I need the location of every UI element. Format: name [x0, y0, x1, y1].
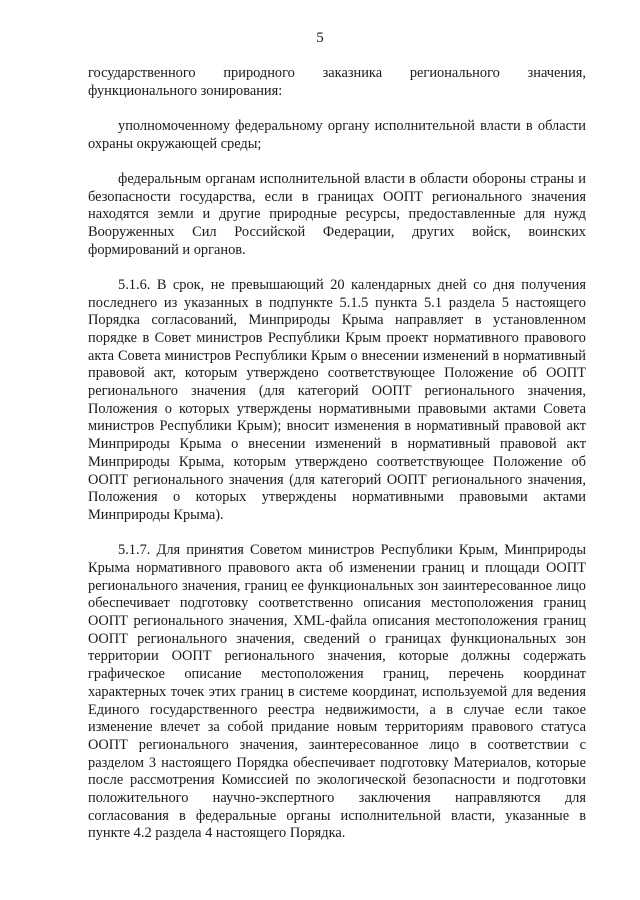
paragraph-defense-authorities: федеральным органам исполнительной власти в области обороны страны и безопасности государства, если в границах ООПТ регионального значения находятся земли и другие природные ресурсы, предоставленные для нужд Вооруженных Сил Российской Федерации, других войск, воинских формирований и органов. — [88, 170, 586, 258]
paragraph-clause-5-1-7: 5.1.7. Для принятия Советом министров Республики Крым, Минприроды Крыма нормативного правового акта об изменении границ и площади ООПТ регионального значения, границ ее функциональных зон заинтересованное лицо обеспечивает подготовку соответственно описания местоположения границ ООПТ регионального значения, XML-файла описания местоположения границ ООПТ регионального значения, сведений о границах функциональных зон территории ООПТ регионального значения, которые должны содержать графическое описание местоположения границ, перечень координат характерных точек этих границ в системе координат, используемой для ведения Единого государственного реестра недвижимости, а в случае если такое изменение влечет за собой придание новым территориям правового статуса ООПТ регионального значения, заинтересованное лицо в соответствии с разделом 3 настоящего Порядка обеспечивает подготовку Материалов, которые после рассмотрения Комиссией по экологической безопасности и подготовки положительного научно-экспертного заключения направляются для согласования в федеральные органы исполнительной власти, указанные в пункте 4.2 раздела 4 настоящего Порядка. — [88, 542, 586, 842]
paragraph-environment-authority: уполномоченному федеральному органу исполнительной власти в области охраны окружающей среды; — [88, 117, 586, 152]
document-body — [88, 65, 586, 843]
page-number: 5 — [316, 30, 324, 46]
paragraph-clause-5-1-6: 5.1.6. В срок, не превышающий 20 календарных дней со дня получения последнего из указанных в подпункте 5.1.5 пункта 5.1 раздела 5 настоящего Порядка согласований, Минприроды Крыма направляет в установленном порядке в Совет министров Республики Крым проект нормативного правового акта Совета министров Республики Крым о внесении изменений в нормативный правовой акт, которым утверждено соответствующее Положение об ООПТ регионального значения (для категорий ООПТ регионального значения, Положения о которых утверждены нормативными правовыми актами Совета министров Республики Крым); вносит изменения в нормативный правовой акт Минприроды Крыма о внесении изменений в нормативный правовой акт Минприроды Крыма, которым утверждено соответствующее Положение об ООПТ регионального значения (для категорий ООПТ регионального значения, Положения о которых утверждены нормативными правовыми актами Минприроды Крыма). — [88, 276, 586, 523]
paragraph-zoning-continuation: государственного природного заказника регионального значения, функционального зонирования: — [88, 65, 586, 99]
